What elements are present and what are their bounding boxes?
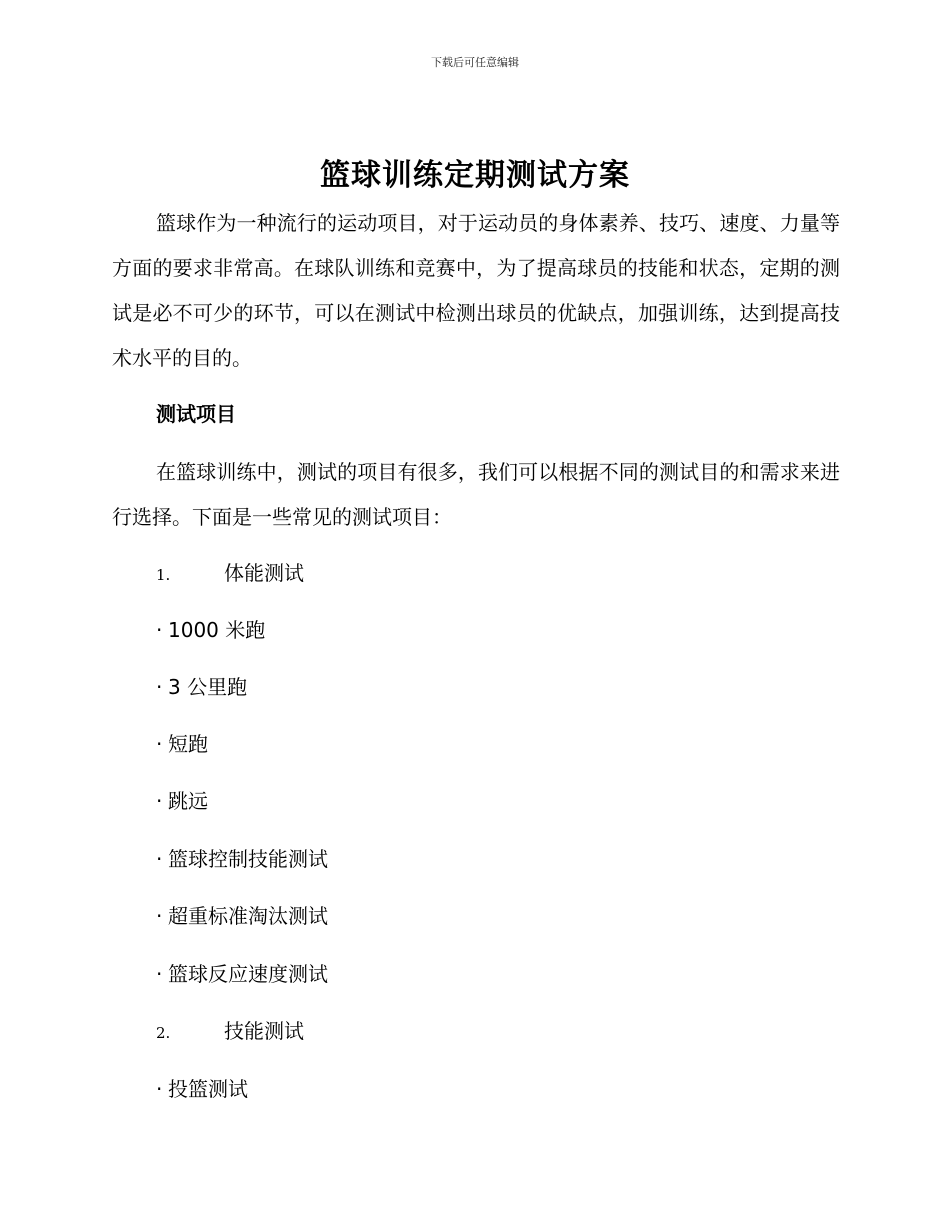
- bullet-item-label: 3 公里跑: [168, 675, 248, 699]
- bullet-icon: ·: [156, 732, 163, 756]
- document-title: 篮球训练定期测试方案: [320, 158, 630, 193]
- list-number: 1.: [156, 566, 171, 584]
- numbered-item: [156, 1016, 304, 1048]
- numbered-item-label: 技能测试: [224, 1019, 304, 1043]
- bullet-item-label: 短跑: [168, 732, 208, 756]
- bullet-icon: ·: [156, 904, 163, 928]
- numbered-item: [156, 558, 304, 590]
- numbered-item-label: 体能测试: [224, 561, 304, 585]
- bullet-item: [156, 959, 328, 989]
- bullet-icon: ·: [156, 847, 163, 871]
- bullet-item: [156, 901, 328, 931]
- bullet-item-label: 1000 米跑: [168, 618, 266, 642]
- bullet-item-label: 超重标准淘汰测试: [168, 904, 328, 928]
- bullet-item: [156, 729, 208, 759]
- page-header-note: 下载后可任意编辑: [431, 56, 519, 69]
- bullet-item: [156, 615, 265, 645]
- intro-paragraph: 篮球作为一种流行的运动项目，对于运动员的身体素养、技巧、速度、力量等方面的要求非常高。在球队训练和竞赛中，为了提高球员的技能和状态，定期的测试是必不可少的环节，可以在测试中检测出球员的优缺点，加强训练，达到提高技术水平的目的。: [112, 211, 840, 370]
- bullet-icon: ·: [156, 1077, 163, 1101]
- bullet-icon: ·: [156, 618, 163, 642]
- bullet-item: [156, 1074, 248, 1104]
- bullet-icon: ·: [156, 962, 163, 986]
- bullet-icon: ·: [156, 675, 163, 699]
- section-heading: 测试项目: [156, 402, 236, 426]
- bullet-item-label: 篮球控制技能测试: [168, 847, 328, 871]
- bullet-item-label: 跳远: [168, 789, 208, 813]
- bullet-item: [156, 786, 208, 816]
- bullet-item-label: 投篮测试: [168, 1077, 248, 1101]
- bullet-icon: ·: [156, 789, 163, 813]
- bullet-item: [156, 672, 247, 702]
- bullet-item-label: 篮球反应速度测试: [168, 962, 328, 986]
- section-paragraph: 在篮球训练中，测试的项目有很多，我们可以根据不同的测试目的和需求来进行选择。下面是一些常见的测试项目：: [112, 460, 840, 529]
- list-number: 2.: [156, 1024, 171, 1042]
- bullet-item: [156, 844, 328, 874]
